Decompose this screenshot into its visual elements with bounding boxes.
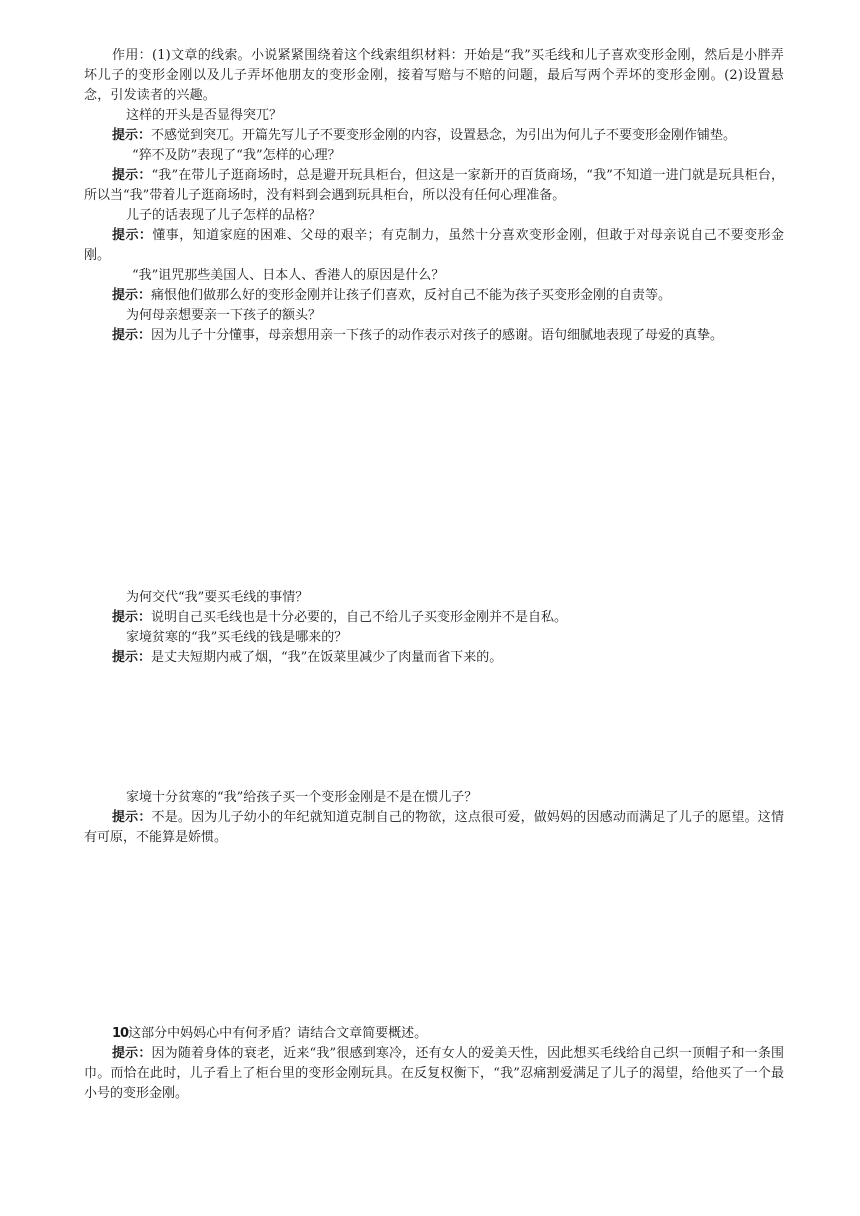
hint-1 xyxy=(84,126,784,146)
question-number: 10 xyxy=(112,1026,129,1041)
hint-2 xyxy=(84,166,784,206)
hint-label: 提示： xyxy=(112,610,152,625)
hint-text: 因为儿子十分懂事，母亲想用亲一下孩子的动作表示对孩子的感谢。语句细腻地表现了母爱的真挚。 xyxy=(151,328,724,343)
question-4: “我”诅咒那些美国人、日本人、香港人的原因是什么？ xyxy=(132,268,445,283)
hint-label: 提示： xyxy=(112,288,152,303)
hint-6 xyxy=(84,608,784,628)
hint-text: 不感觉到突兀。开篇先写儿子不要变形金刚的内容，设置悬念，为引出为何儿子不要变形金刚作铺垫。 xyxy=(151,128,737,143)
hint-label: 提示： xyxy=(112,168,152,183)
question-5: 为何母亲想要亲一下孩子的额头？ xyxy=(126,308,322,323)
hint-label: 提示： xyxy=(112,810,152,825)
hint-label: 提示： xyxy=(112,228,153,243)
hint-5 xyxy=(84,326,784,346)
hint-label: 提示： xyxy=(112,650,152,665)
section-1 xyxy=(84,46,784,346)
hint-3 xyxy=(84,226,784,266)
hint-7 xyxy=(84,648,784,668)
hint-text: 是丈夫短期内戒了烟，“我”在饭菜里减少了肉量而省下来的。 xyxy=(151,650,503,665)
hint-text: 痛恨他们做那么好的变形金刚并让孩子们喜欢，反衬自己不能为孩子买变形金刚的自责等。 xyxy=(151,288,672,303)
question-2: “猝不及防”表现了“我”怎样的心理？ xyxy=(132,148,341,163)
hint-text: “我”在带儿子逛商场时，总是避开玩具柜台，但这是一家新开的百货商场，“我”不知道一进门就是玩具柜台，所以当“我”带着儿子逛商场时，没有料到会遇到玩具柜台，所以没有任何心理准备。 xyxy=(84,168,784,203)
hint-4 xyxy=(84,286,784,306)
hint-text: 因为随着身体的衰老，近来“我”很感到寒冷，还有女人的爱美天性，因此想买毛线给自己织一顶帽子和一条围巾。而恰在此时，儿子看上了柜台里的变形金刚玩具。在反复权衡下，“我”忍痛割爱满足了儿子的渴望，给他买了一个最小号的变形金刚。 xyxy=(84,1046,784,1101)
hint-label: 提示： xyxy=(112,328,152,343)
question-1: 这样的开头是否显得突兀？ xyxy=(126,108,283,123)
hint-label: 提示： xyxy=(112,128,152,143)
question-7: 家境贫寒的“我”买毛线的钱是哪来的？ xyxy=(126,630,348,645)
hint-text: 说明自己买毛线也是十分必要的，自己不给儿子买变形金刚并不是自私。 xyxy=(151,610,568,625)
section-4 xyxy=(84,1024,784,1104)
hint-label: 提示： xyxy=(112,1046,152,1061)
question-10 xyxy=(84,1024,784,1044)
intro-paragraph: 作用：(1)文章的线索。小说紧紧围绕着这个线索组织材料：开始是“我”买毛线和儿子喜欢变形金刚，然后是小胖弄坏儿子的变形金刚以及儿子弄坏他朋友的变形金刚，接着写赔与不赔的问题，最后写两个弄坏的变形金刚。(2)设置悬念，引发读者的兴趣。 xyxy=(84,48,784,103)
question-3: 儿子的话表现了儿子怎样的品格？ xyxy=(126,208,322,223)
hint-text: 不是。因为儿子幼小的年纪就知道克制自己的物欲，这点很可爱，做妈妈的因感动而满足了儿子的愿望。这情有可原，不能算是娇惯。 xyxy=(84,810,784,845)
question-text: 这部分中妈妈心中有何矛盾？请结合文章简要概述。 xyxy=(128,1026,428,1041)
section-2 xyxy=(84,588,784,668)
hint-8 xyxy=(84,808,784,848)
question-8: 家境十分贫寒的“我”给孩子买一个变形金刚是不是在惯儿子？ xyxy=(126,790,478,805)
section-3 xyxy=(84,788,784,848)
hint-10 xyxy=(84,1044,784,1104)
question-6: 为何交代“我”要买毛线的事情？ xyxy=(126,590,309,605)
hint-text: 懂事，知道家庭的困难、父母的艰辛；有克制力，虽然十分喜欢变形金刚，但敢于对母亲说自己不要变形金刚。 xyxy=(84,228,784,263)
